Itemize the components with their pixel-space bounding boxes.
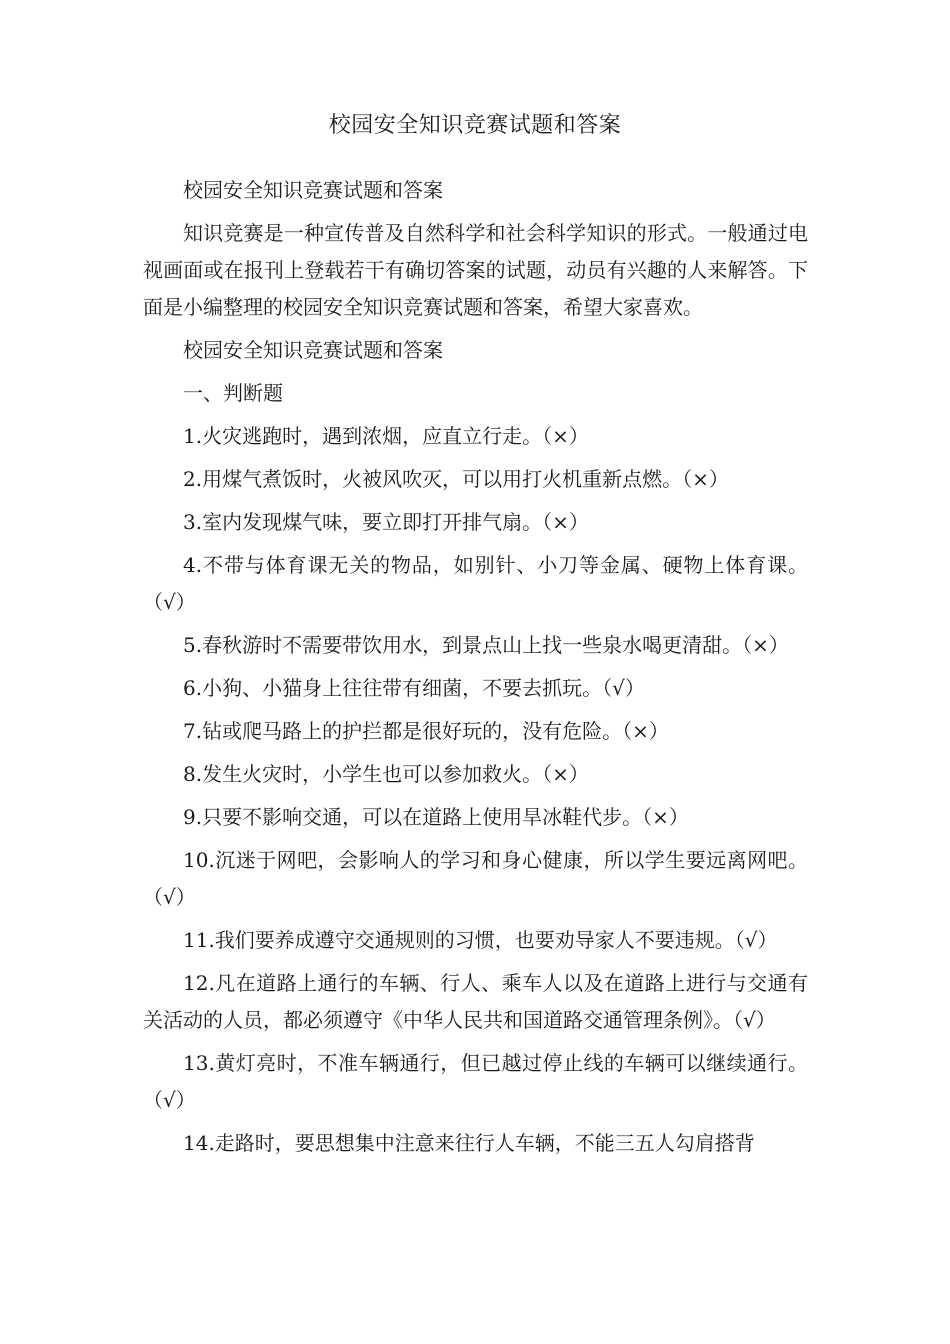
question-item: 8.发生火灾时，小学生也可以参加救火。（×）: [183, 762, 589, 786]
question-item: 2.用煤气煮饭时，火被风吹灭，可以用打火机重新点燃。（×）: [183, 467, 729, 491]
question-item: 5.春秋游时不需要带饮用水，到景点山上找一些泉水喝更清甜。（×）: [183, 633, 789, 657]
question-item: 14.走路时，要思想集中注意来往行人车辆，不能三五人勾肩搭背: [183, 1131, 755, 1155]
question-item: 11.我们要养成遵守交通规则的习惯，也要劝导家人不要违规。（√）: [183, 928, 778, 952]
question-item: 13.黄灯亮时，不准车辆通行，但已越过停止线的车辆可以继续通行。（√）: [143, 1051, 808, 1112]
question-item: 7.钻或爬马路上的护拦都是很好玩的，没有危险。（×）: [183, 719, 669, 743]
question-item: 1.火灾逃跑时，遇到浓烟，应直立行走。（×）: [183, 424, 589, 448]
question-item: 6.小狗、小猫身上往往带有细菌，不要去抓玩。（√）: [183, 676, 645, 700]
document-title: 校园安全知识竞赛试题和答案: [328, 113, 622, 138]
paragraph-intro: 知识竞赛是一种宣传普及自然科学和社会科学知识的形式。一般通过电视画面或在报刊上登载若干有确切答案的试题，动员有兴趣的人来解答。下面是小编整理的校园安全知识竞赛试题和答案，希望大家喜欢。: [143, 221, 808, 319]
document-body: [143, 172, 808, 1168]
paragraph-heading-repeat: 校园安全知识竞赛试题和答案: [183, 338, 443, 362]
question-item: 10.沉迷于网吧，会影响人的学习和身心健康，所以学生要远离网吧。（√）: [143, 848, 808, 909]
section-heading-true-false: 一、判断题: [183, 381, 283, 405]
question-item: 3.室内发现煤气味，要立即打开排气扇。（×）: [183, 510, 589, 534]
question-item: 9.只要不影响交通，可以在道路上使用旱冰鞋代步。（×）: [183, 805, 689, 829]
question-item: 12.凡在道路上通行的车辆、行人、乘车人以及在道路上进行与交通有关活动的人员，都必须遵守《中华人民共和国道路交通管理条例》。（√）: [143, 971, 808, 1032]
paragraph-heading: 校园安全知识竞赛试题和答案: [183, 178, 443, 202]
question-item: 4.不带与体育课无关的物品，如别针、小刀等金属、硬物上体育课。（√）: [143, 553, 808, 614]
